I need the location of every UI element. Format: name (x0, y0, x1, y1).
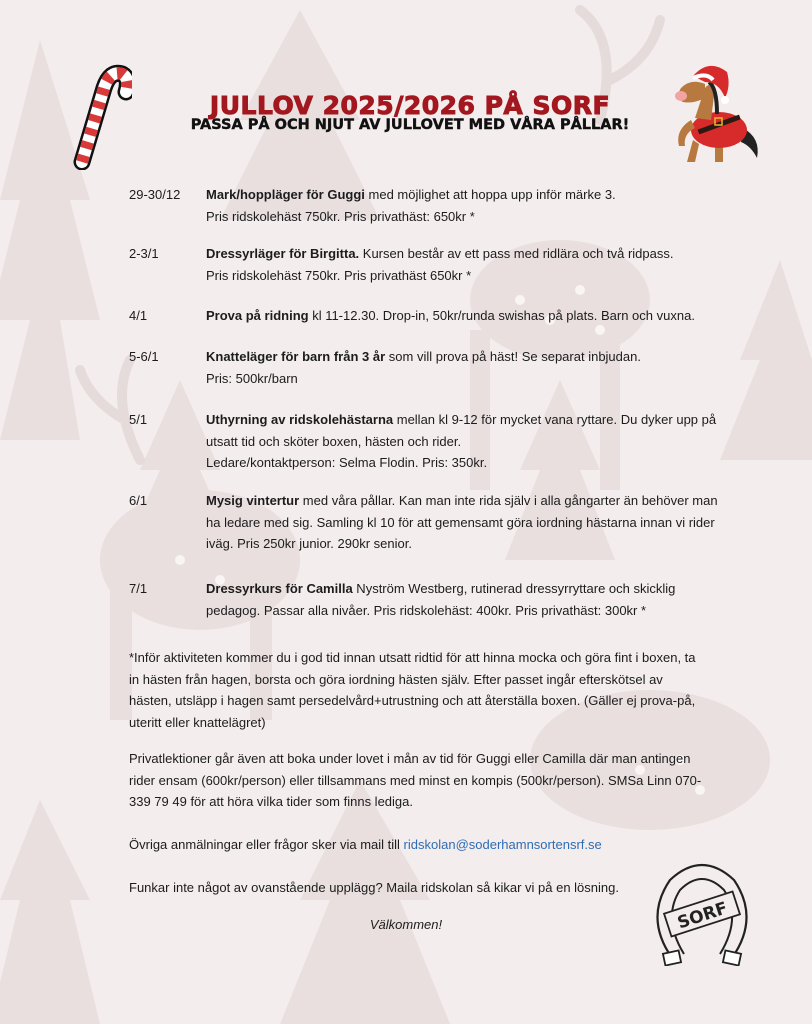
event-date: 6/1 (129, 493, 148, 508)
event-title: Knatteläger för barn från 3 år (206, 349, 386, 364)
email-link[interactable]: ridskolan@soderhamnsortensrf.se (403, 837, 602, 852)
event-price: Pris: 500kr/barn (206, 370, 298, 386)
event-title: Mark/hoppläger för Guggi (206, 187, 365, 202)
footnote: *Inför aktiviteten kommer du i god tid innan utsatt ridtid för att hinna mocka och göra fint i boxen, ta in hästen från hagen, borsta och göra iordning hästen själv. Efter passet ingår efterskötsel av hästen, utsläpp i hagen samt persedelvård+utrustning och att återställa boxen. (Gäller ej prova-på, uteritt eller knattelägret) (129, 650, 696, 730)
welcome-text: Välkommen! (369, 917, 443, 932)
event-item (129, 490, 729, 555)
event-date: 4/1 (129, 308, 148, 323)
event-text: med våra pållar. Kan man inte rida själv i alla gångarter än behöver man ha ledare med sig. Samling kl 10 för att gemensamt göra iordning hästarna innan vi rider iväg. Pris 250kr junior. 290kr senior. (206, 493, 718, 551)
event-title: Uthyrning av ridskolehästarna (206, 412, 394, 427)
event-date: 2-3/1 (129, 246, 159, 261)
event-item (129, 184, 729, 227)
santa-horse-icon (665, 58, 765, 168)
candy-cane-icon (68, 58, 132, 170)
page-title: JULLOV 2025/2026 PÅ SORF (209, 90, 611, 120)
event-item (129, 305, 729, 327)
event-text: med möjlighet att hoppa upp inför märke 3. (364, 187, 616, 202)
closing-text: Funkar inte något av ovanstående upplägg? Maila ridskolan så kikar vi på en lösning. (129, 880, 619, 895)
private-lessons-info: Privatlektioner går även att boka under lovet i mån av tid för Guggi eller Camilla där man antingen rider ensam (600kr/person) eller tillsammans med minst en kompis (500kr/person). SMSa Linn 070-339 79 49 för att höra vilka tider som finns lediga. (129, 751, 702, 809)
event-price: Pris ridskolehäst 750kr. Pris privathäst 650kr * (206, 267, 472, 283)
event-price: Pris ridskolehäst 750kr. Pris privathäst: 650kr * (206, 208, 475, 224)
event-date: 5-6/1 (129, 349, 159, 364)
event-text: mellan kl 9-12 för mycket vana ryttare. Du dyker upp på utsatt tid och sköter boxen, hästen och rider. (206, 412, 717, 449)
event-date: 5/1 (129, 412, 148, 427)
event-item (129, 243, 729, 286)
contact-text: Övriga anmälningar eller frågor sker via mail till (129, 837, 404, 852)
event-text: kl 11-12.30. Drop-in, 50kr/runda swishas på plats. Barn och vuxna. (308, 308, 695, 323)
event-date: 29-30/12 (129, 187, 181, 202)
event-title: Mysig vintertur (206, 493, 300, 508)
event-text: Nyström Westberg, rutinerad dressyrryttare och skicklig pedagog. Passar alla nivåer. Pris ridskolehäst: 400kr. Pris privathäst: 300kr * (206, 581, 676, 618)
event-title: Dressyrläger för Birgitta. (206, 246, 360, 261)
event-item (129, 409, 729, 474)
event-item (129, 346, 729, 389)
event-price: Ledare/kontaktperson: Selma Flodin. Pris: 350kr. (206, 455, 488, 470)
event-title: Prova på ridning (206, 308, 309, 323)
contact-info (129, 834, 709, 856)
page-subtitle: PASSA PÅ OCH NJUT AV JULLOVET MED VÅRA PÅLLAR! (190, 117, 630, 133)
event-item (129, 578, 729, 621)
logo-text: SORF (675, 898, 731, 934)
event-text: Kursen består av ett pass med ridlära och två ridpass. (359, 246, 674, 261)
event-title: Dressyrkurs för Camilla (206, 581, 353, 596)
sorf-horseshoe-logo (650, 858, 754, 966)
event-date: 7/1 (129, 581, 148, 596)
event-text: som vill prova på häst! Se separat inbjudan. (385, 349, 641, 364)
